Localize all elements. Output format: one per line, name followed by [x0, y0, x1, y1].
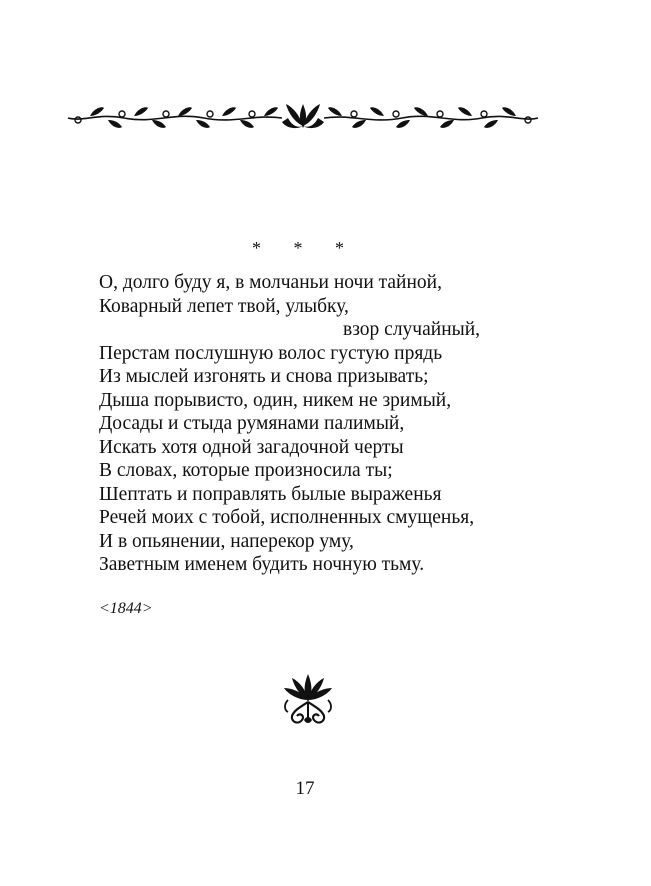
- poem-line: Коварный лепет твой, улыбку,: [99, 295, 349, 317]
- poem-line: Речей моих с тобой, исполненных смущенья,: [99, 507, 475, 528]
- poem-line: Искать хотя одной загадочной черты: [99, 436, 404, 458]
- poem-line: В словах, которые произносила ты;: [99, 460, 393, 481]
- poem-line: Шептать и поправлять былые выраженья: [99, 483, 442, 505]
- poem-line: Досады и стыда румянами палимый,: [99, 413, 405, 434]
- page-number: 17: [295, 778, 315, 799]
- poem-line: Дыша порывисто, один, никем не зримый,: [99, 389, 452, 411]
- section-separator: * * *: [252, 238, 358, 258]
- poem-text: [99, 271, 569, 577]
- center-fleuron-icon: [282, 104, 324, 128]
- poem-date: <1844>: [99, 600, 153, 617]
- fleuron-icon: [278, 670, 338, 730]
- poem-line: И в опьянении, наперекор уму,: [99, 530, 354, 552]
- poem-line: О, долго буду я, в молчаньи ночи тайной,: [99, 272, 442, 293]
- poem-line: Перстам послушную волос густую прядь: [99, 342, 443, 364]
- poem-line: взор случайный,: [343, 319, 481, 340]
- poem-line: Из мыслей изгонять и снова призывать;: [99, 366, 429, 387]
- poem-line: Заветным именем будить ночную тьму.: [99, 554, 425, 575]
- floral-border-icon: [64, 96, 542, 136]
